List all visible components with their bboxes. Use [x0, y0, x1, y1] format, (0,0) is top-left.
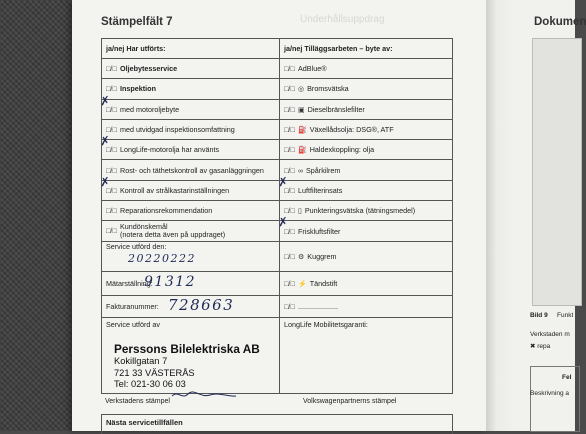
figure-label: Bild 9	[530, 312, 548, 319]
partner-stamp-label: Volkswagenpartnerns stämpel	[303, 398, 397, 405]
form-row	[102, 140, 453, 160]
stamp-field-table	[101, 38, 453, 394]
invoice-value: 728663	[168, 295, 235, 314]
oil-can-icon: ⛽	[298, 147, 307, 155]
service-by-label: Service utförd av	[106, 319, 160, 329]
figure-9-image	[532, 38, 582, 306]
checkbox-left-7[interactable]: □/□	[106, 208, 118, 216]
checkbox-right-11[interactable]: □/□	[284, 303, 296, 311]
additional-work-label: AdBlue®	[298, 64, 327, 74]
workshop-stamp	[114, 342, 260, 391]
stamp-phone: Tel: 021-30 06 03	[114, 379, 186, 389]
form-row	[102, 119, 453, 139]
fault-box-title: Fel	[562, 374, 572, 381]
header-performed: ja/nej Har utförts:	[102, 39, 280, 59]
additional-work-label: Haldexkoppling: olja	[309, 145, 375, 155]
odometer-value: 91312	[144, 273, 197, 290]
wheel-icon: ◎	[298, 86, 305, 94]
fault-description: Beskrivning a	[530, 390, 570, 397]
additional-work-label: Växellådsolja: DSG®, ATF	[309, 125, 394, 135]
checkbox-left-6[interactable]: □/□	[106, 187, 118, 195]
checkbox-right-6[interactable]: □/□	[284, 187, 296, 195]
scratch-note: ✖ repa	[530, 343, 551, 350]
checkbox-right-0[interactable]: □/□	[284, 66, 296, 74]
customer-wish-line1: Kundönskemål	[120, 222, 168, 232]
fault-box	[530, 366, 580, 432]
figure-caption: Funkt	[557, 312, 574, 319]
checkbox-right-4[interactable]: □/□	[284, 147, 296, 155]
checkbox-right-10[interactable]: □/□	[284, 280, 296, 288]
service-date-value: 20220222	[128, 251, 196, 265]
performed-item-label: Inspektion	[120, 84, 156, 94]
form-row	[102, 99, 453, 119]
workshop-stamp-label: Verkstadens stämpel	[105, 398, 170, 405]
customer-wish-label	[120, 223, 225, 239]
performed-item-label: Kontroll av strålkastarinställningen	[120, 185, 230, 195]
checkbox-right-3[interactable]: □/□	[284, 127, 296, 135]
page-title: Stämpelfält 7	[101, 16, 173, 28]
checkbox-right-2[interactable]: □/□	[284, 106, 296, 114]
checkbox-left-8[interactable]: □/□	[106, 227, 118, 235]
checkbox-right-5[interactable]: □/□	[284, 167, 296, 175]
bleed-through-text: Underhållsuppdrag	[300, 14, 385, 25]
checkbox-left-1[interactable]: □/□	[106, 86, 118, 94]
checkbox-right-8[interactable]: □/□	[284, 228, 296, 236]
checkbox-left-2[interactable]: □/□	[106, 106, 118, 114]
page-gutter	[486, 0, 512, 431]
check-mark: ✗	[99, 174, 111, 190]
stamp-company: Perssons Bilelektriska AB	[114, 342, 260, 356]
check-mark: ✗	[277, 214, 289, 231]
service-date-label: Service utförd den:	[106, 241, 167, 251]
checkbox-left-4[interactable]: □/□	[106, 147, 118, 155]
performed-item-label: Reparationsrekommendation	[120, 206, 213, 216]
bottle-icon: ▯	[298, 208, 302, 216]
plug-icon: ⚡	[298, 280, 307, 288]
oil-can-icon: ⛽	[298, 127, 307, 135]
next-service-section: Nästa servicetillfällen	[101, 414, 453, 434]
check-mark: ✗	[99, 133, 111, 149]
additional-work-label: Tändstift	[309, 278, 338, 288]
odometer-label: Mätarställning:	[106, 278, 153, 288]
check-mark: ✗	[99, 92, 111, 109]
workshop-note: Verkstaden m	[530, 331, 570, 338]
stamp-street: Kokillgatan 7	[114, 356, 168, 366]
performed-item-label: Rost- och täthetskontroll av gasanläggningen	[120, 165, 264, 175]
signature-scribble	[170, 388, 240, 402]
additional-work-label: Luftfilterinsats	[298, 185, 343, 195]
header-additional-work: ja/nej Tilläggsarbeten – byte av:	[280, 39, 453, 59]
checkbox-right-1[interactable]: □/□	[284, 86, 296, 94]
form-row	[102, 59, 453, 79]
additional-work-label: Kuggrem	[307, 251, 337, 261]
form-row	[102, 295, 453, 317]
performed-item-label: med motoroljebyte	[120, 104, 180, 114]
performed-item-label: Oljebytesservice	[120, 64, 178, 74]
next-page-title: Dokumen	[534, 16, 586, 28]
checkbox-left-5[interactable]: □/□	[106, 167, 118, 175]
checkbox-right-9[interactable]: □/□	[284, 253, 296, 261]
additional-work-label: Bromsvätska	[307, 84, 349, 94]
performed-item-label: med utvidgad inspektionsomfattning	[120, 125, 235, 135]
gear-icon: ⚙	[298, 253, 305, 261]
additional-work-label: Punkteringsvätska (tätningsmedel)	[304, 206, 416, 216]
additional-work-label: Spårkilrem	[306, 165, 341, 175]
form-row	[102, 271, 453, 295]
form-row	[102, 241, 453, 271]
form-row	[102, 79, 453, 99]
checkbox-right-7[interactable]: □/□	[284, 208, 296, 216]
stamp-city: 721 33 VÄSTERÅS	[114, 367, 195, 378]
longlife-guarantee-label: LongLife Mobilitetsgaranti:	[284, 319, 368, 329]
checkbox-left-3[interactable]: □/□	[106, 127, 118, 135]
invoice-label: Fakturanummer:	[106, 301, 159, 311]
next-page	[512, 0, 586, 431]
filter-icon: ▣	[298, 106, 305, 114]
performed-item-label: LongLife-motorolja har använts	[120, 145, 220, 155]
belt-icon: ∞	[298, 167, 304, 175]
check-mark: ✗	[277, 174, 289, 190]
additional-work-label: Dieselbränslefilter	[307, 104, 365, 114]
checkbox-left-0[interactable]: □/□	[106, 66, 118, 74]
form-row	[102, 180, 453, 200]
fabric-background	[0, 0, 72, 431]
form-row	[102, 221, 453, 241]
additional-work-label: Friskluftsfilter	[298, 226, 341, 236]
customer-wish-line2: (notera detta även på uppdraget)	[120, 230, 226, 240]
additional-work-label: ....................	[298, 301, 338, 311]
